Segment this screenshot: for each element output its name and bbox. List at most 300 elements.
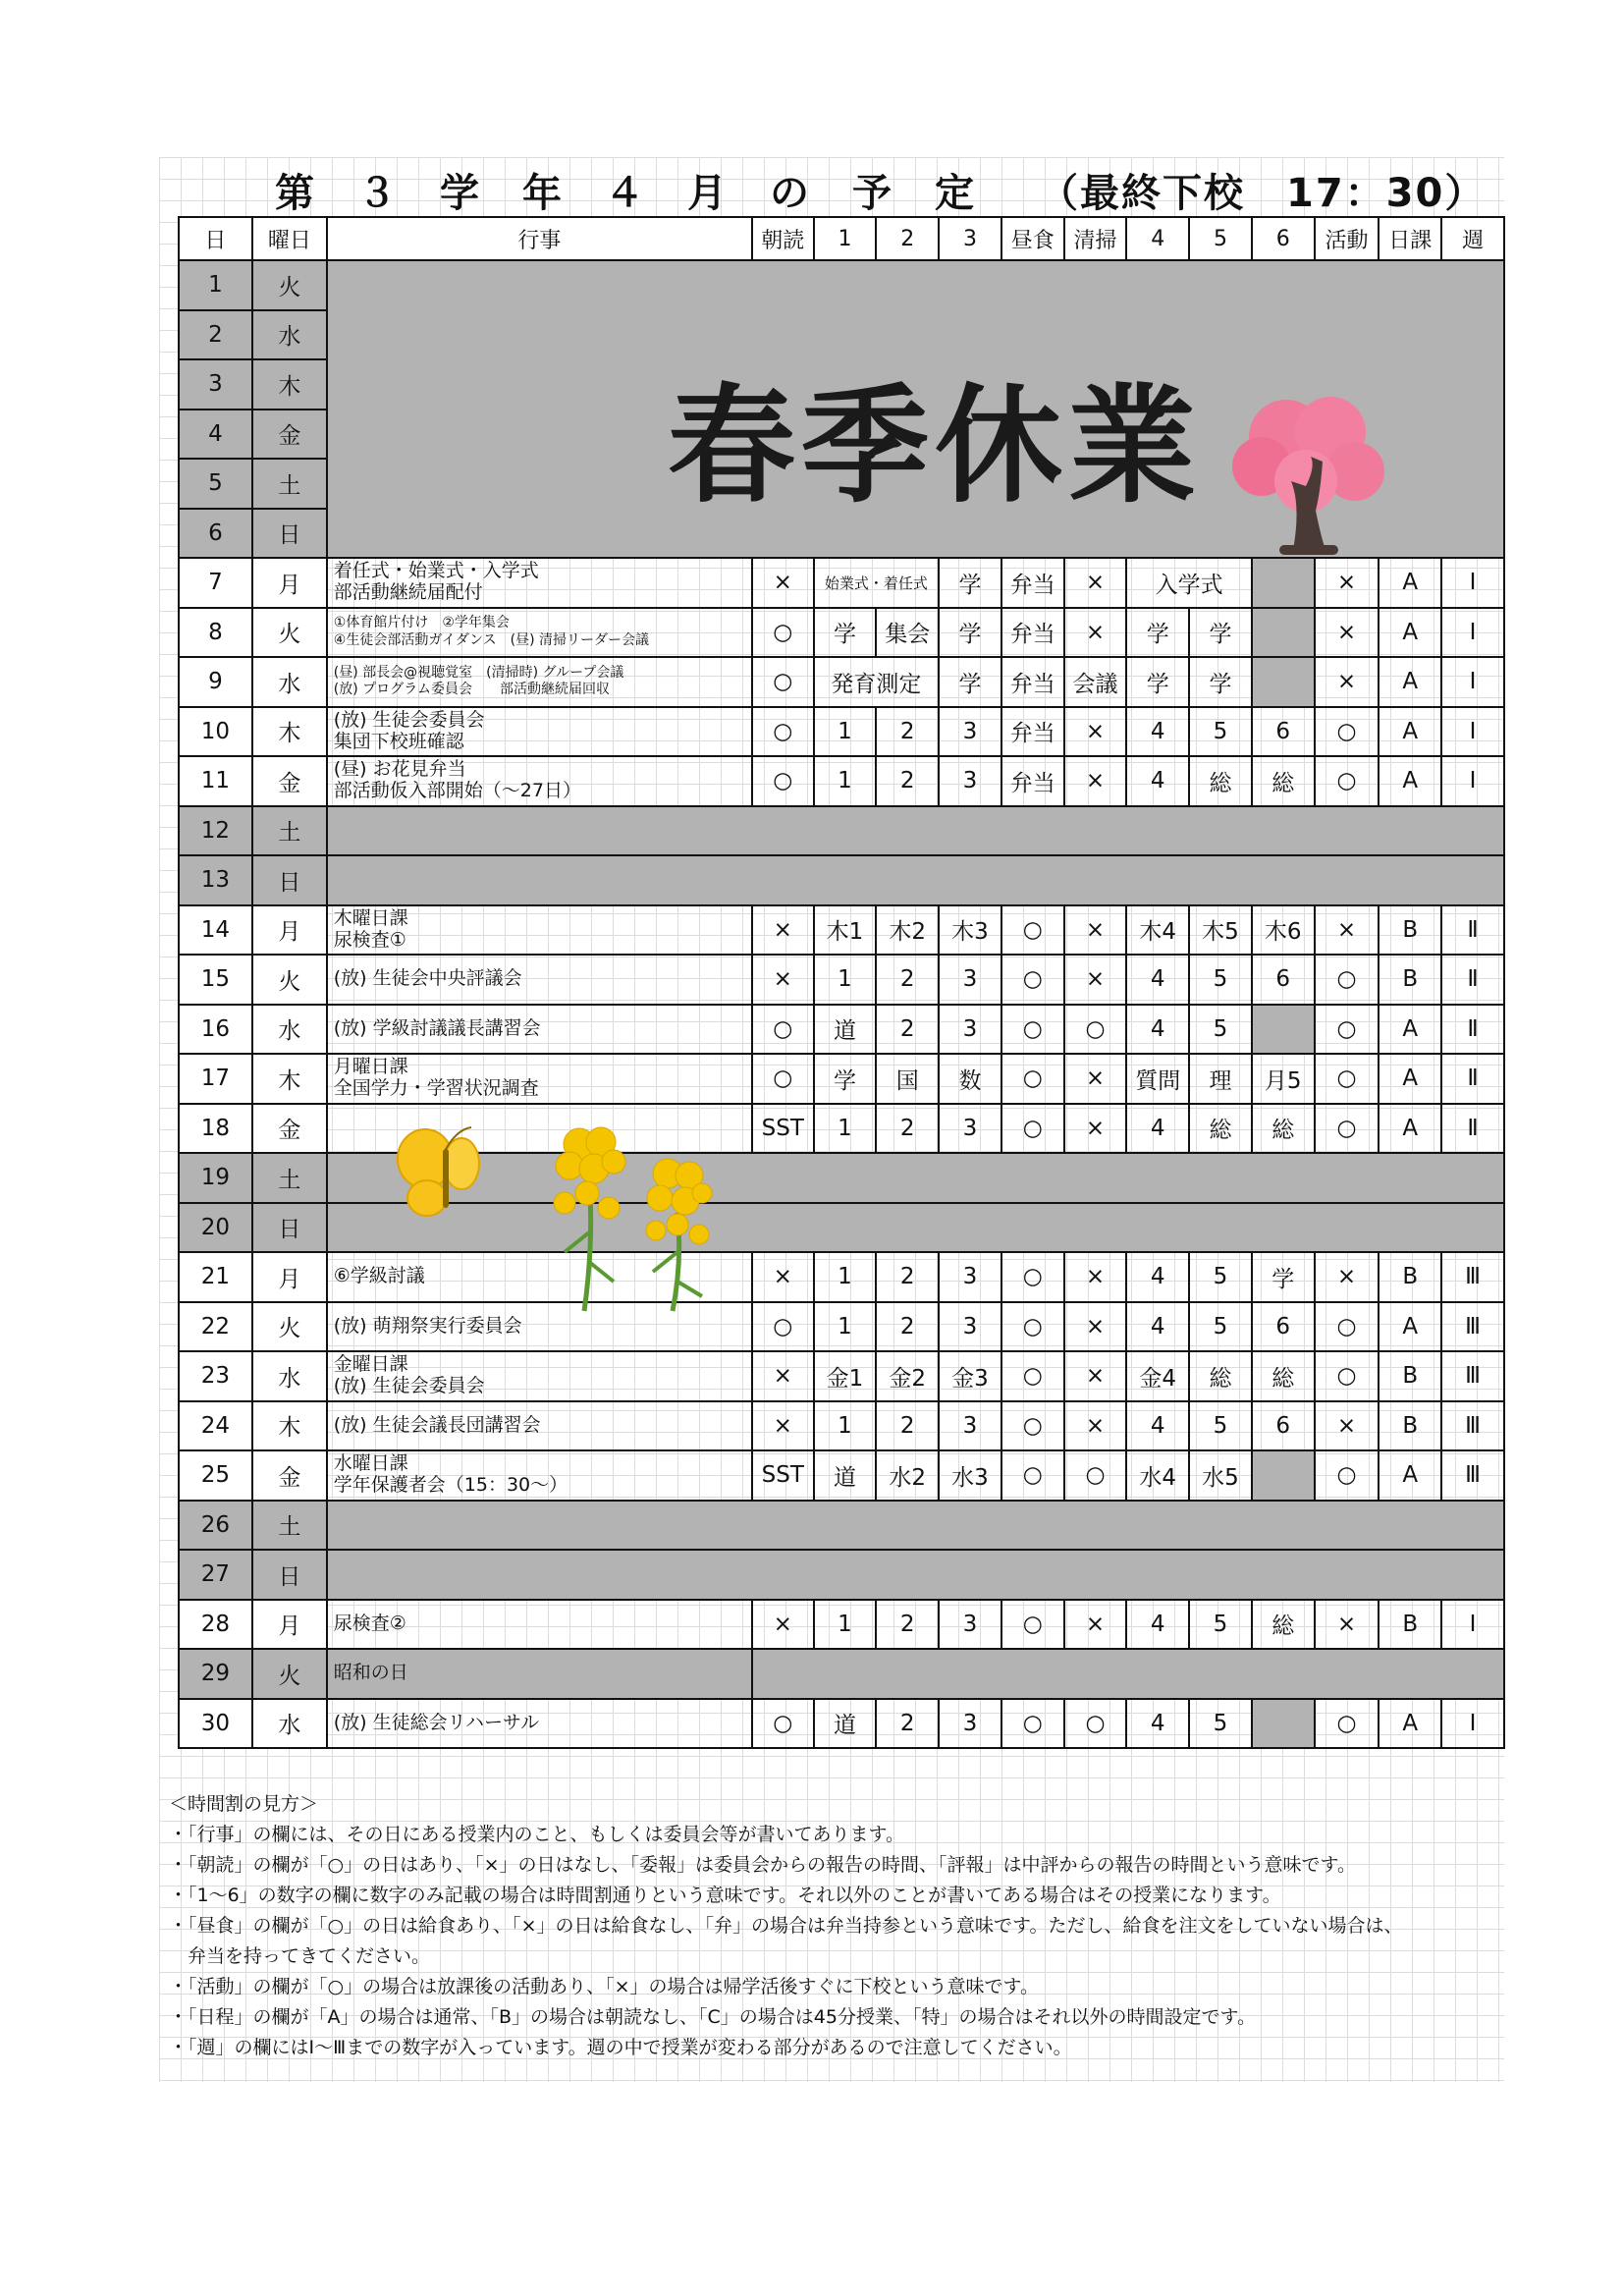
schedule-cell: 2 xyxy=(876,1104,939,1154)
note-line: ・「週」の欄にはⅠ～Ⅲまでの数字が入っています。週の中で授業が変わる部分があるので注意してください。 xyxy=(169,2037,1072,2058)
schedule-cell: ○ xyxy=(752,756,814,806)
schedule-cell: 弁当 xyxy=(1001,608,1064,658)
weekend-cell xyxy=(327,806,1504,856)
schedule-cell: Ⅲ xyxy=(1441,1302,1504,1352)
event-cell: (放) 生徒会議長団講習会 xyxy=(327,1401,752,1451)
schedule-cell: × xyxy=(752,1351,814,1401)
weekday: 火 xyxy=(252,260,327,310)
day-number: 7 xyxy=(179,558,252,608)
schedule-cell: 4 xyxy=(1126,1699,1189,1749)
schedule-cell: 4 xyxy=(1126,1600,1189,1650)
header-cell: 4 xyxy=(1126,217,1189,260)
header-cell: 曜日 xyxy=(252,217,327,260)
schedule-cell: 木3 xyxy=(939,905,1001,956)
weekday: 月 xyxy=(252,1252,327,1302)
schedule-cell: × xyxy=(752,955,814,1005)
schedule-cell: 月5 xyxy=(1252,1054,1315,1104)
schedule-cell: 水4 xyxy=(1126,1450,1189,1501)
table-row xyxy=(179,855,1504,905)
schedule-cell: × xyxy=(1064,558,1127,608)
butterfly-icon xyxy=(388,1120,496,1228)
schedule-cell: ○ xyxy=(1315,1351,1380,1401)
schedule-cell: Ⅱ xyxy=(1441,905,1504,956)
schedule-cell: ○ xyxy=(1001,955,1064,1005)
weekday: 日 xyxy=(252,1203,327,1253)
schedule-cell: 木6 xyxy=(1252,905,1315,956)
schedule-cell: ○ xyxy=(1315,1699,1380,1749)
day-number: 5 xyxy=(179,459,252,509)
weekday: 月 xyxy=(252,905,327,956)
schedule-cell: 木5 xyxy=(1189,905,1252,956)
schedule-cell: ○ xyxy=(1064,1450,1127,1501)
schedule-cell: 6 xyxy=(1252,955,1315,1005)
schedule-cell: B xyxy=(1379,1600,1441,1650)
weekday: 金 xyxy=(252,1104,327,1154)
schedule-cell: Ⅲ xyxy=(1441,1252,1504,1302)
schedule-cell: 1 xyxy=(814,707,877,757)
table-row xyxy=(179,1252,1504,1302)
table-row xyxy=(179,1104,1504,1154)
schedule-cell: 木2 xyxy=(876,905,939,956)
schedule-cell: 4 xyxy=(1126,1401,1189,1451)
schedule-cell: 3 xyxy=(939,1600,1001,1650)
event-cell: 昭和の日 xyxy=(327,1649,752,1699)
holiday-cell xyxy=(752,1649,1504,1699)
day-number: 23 xyxy=(179,1351,252,1401)
schedule-cell: ○ xyxy=(1315,1054,1380,1104)
table-row xyxy=(179,1450,1504,1501)
weekday: 月 xyxy=(252,558,327,608)
note-line: 弁当を持ってきてください。 xyxy=(169,1945,431,1967)
table-row xyxy=(179,608,1504,658)
schedule-cell: × xyxy=(1315,558,1380,608)
schedule-cell: ○ xyxy=(1315,756,1380,806)
schedule-cell: 6 xyxy=(1252,1401,1315,1451)
note-line: ・「日程」の欄が「A」の場合は通常、「B」の場合は朝読なし、「C」の場合は45分授業、「特」の場合はそれ以外の時間設定です。 xyxy=(169,2006,1256,2028)
schedule-cell: A xyxy=(1379,1005,1441,1055)
schedule-cell: ○ xyxy=(752,707,814,757)
day-number: 19 xyxy=(179,1153,252,1203)
schedule-cell: × xyxy=(1315,608,1380,658)
schedule-cell: 学 xyxy=(1252,1252,1315,1302)
event-cell: (放) 生徒会委員会 集団下校班確認 xyxy=(327,707,752,757)
weekday: 水 xyxy=(252,1351,327,1401)
schedule-cell: SST xyxy=(752,1450,814,1501)
schedule-cell: 学 xyxy=(939,657,1001,707)
schedule-cell: 5 xyxy=(1189,1600,1252,1650)
schedule-cell: 1 xyxy=(814,1104,877,1154)
schedule-cell: ○ xyxy=(1064,1005,1127,1055)
schedule-cell: 学 xyxy=(1126,608,1189,658)
header-cell: 1 xyxy=(814,217,877,260)
schedule-cell: 学 xyxy=(1126,657,1189,707)
header-cell: 3 xyxy=(939,217,1001,260)
event-cell: (放) 萌翔祭実行委員会 xyxy=(327,1302,752,1352)
header-cell: 2 xyxy=(876,217,939,260)
schedule-cell: × xyxy=(1315,905,1380,956)
schedule-cell: 5 xyxy=(1189,1005,1252,1055)
schedule-cell: 総 xyxy=(1252,1351,1315,1401)
day-number: 2 xyxy=(179,310,252,360)
table-row xyxy=(179,1401,1504,1451)
schedule-cell: 4 xyxy=(1126,1104,1189,1154)
schedule-cell: SST xyxy=(752,1104,814,1154)
day-number: 26 xyxy=(179,1501,252,1551)
schedule-cell: ○ xyxy=(1001,1401,1064,1451)
schedule-cell: 弁当 xyxy=(1001,756,1064,806)
day-number: 12 xyxy=(179,806,252,856)
table-row xyxy=(179,806,1504,856)
weekday: 土 xyxy=(252,1153,327,1203)
schedule-cell xyxy=(1252,1699,1315,1749)
schedule-cell: Ⅰ xyxy=(1441,707,1504,757)
weekday: 日 xyxy=(252,1550,327,1600)
table-row xyxy=(179,1600,1504,1650)
schedule-cell: 2 xyxy=(876,1600,939,1650)
schedule-cell: 始業式・着任式 xyxy=(814,558,940,608)
table-row xyxy=(179,1550,1504,1600)
event-cell: 月曜日課 全国学力・学習状況調査 xyxy=(327,1054,752,1104)
event-cell: (昼) お花見弁当 部活動仮入部開始（～27日） xyxy=(327,756,752,806)
schedule-cell: 道 xyxy=(814,1005,877,1055)
schedule-cell: × xyxy=(1064,1104,1127,1154)
schedule-cell: A xyxy=(1379,1054,1441,1104)
schedule-cell: 1 xyxy=(814,1600,877,1650)
weekday: 日 xyxy=(252,509,327,559)
schedule-cell: 3 xyxy=(939,1699,1001,1749)
day-number: 20 xyxy=(179,1203,252,1253)
schedule-cell: × xyxy=(752,1600,814,1650)
schedule-cell xyxy=(1252,657,1315,707)
weekday: 水 xyxy=(252,1005,327,1055)
event-cell: 木曜日課 尿検査① xyxy=(327,905,752,956)
schedule-cell: 弁当 xyxy=(1001,707,1064,757)
event-cell: (放) 生徒会中央評議会 xyxy=(327,955,752,1005)
schedule-cell: 数 xyxy=(939,1054,1001,1104)
schedule-cell: × xyxy=(1315,1600,1380,1650)
weekend-cell xyxy=(327,855,1504,905)
schedule-cell: 弁当 xyxy=(1001,657,1064,707)
schedule-cell: × xyxy=(1064,1401,1127,1451)
day-number: 30 xyxy=(179,1699,252,1749)
day-number: 14 xyxy=(179,905,252,956)
header-cell: 昼食 xyxy=(1001,217,1064,260)
schedule-cell: 総 xyxy=(1252,1104,1315,1154)
schedule-cell: 総 xyxy=(1252,1600,1315,1650)
schedule-cell: ○ xyxy=(1001,905,1064,956)
schedule-cell: ○ xyxy=(752,1699,814,1749)
weekday: 火 xyxy=(252,608,327,658)
day-number: 9 xyxy=(179,657,252,707)
schedule-cell: 5 xyxy=(1189,1252,1252,1302)
schedule-cell: × xyxy=(1315,1252,1380,1302)
notes-section xyxy=(169,1789,1524,2063)
weekday: 土 xyxy=(252,806,327,856)
day-number: 16 xyxy=(179,1005,252,1055)
schedule-cell: 1 xyxy=(814,1302,877,1352)
schedule-cell: 5 xyxy=(1189,1401,1252,1451)
schedule-cell: × xyxy=(1064,756,1127,806)
schedule-cell: ○ xyxy=(752,1302,814,1352)
schedule-cell: × xyxy=(1064,1054,1127,1104)
header-cell: 6 xyxy=(1252,217,1315,260)
schedule-cell: ○ xyxy=(1001,1450,1064,1501)
schedule-cell: 学 xyxy=(939,608,1001,658)
weekday: 金 xyxy=(252,1450,327,1501)
note-line: ・「行事」の欄には、その日にある授業内のこと、もしくは委員会等が書いてあります。 xyxy=(169,1824,904,1845)
schedule-cell: × xyxy=(1064,955,1127,1005)
day-number: 4 xyxy=(179,410,252,460)
day-number: 11 xyxy=(179,756,252,806)
schedule-cell: A xyxy=(1379,1450,1441,1501)
weekday: 火 xyxy=(252,1302,327,1352)
table-row xyxy=(179,1351,1504,1401)
schedule-cell: ○ xyxy=(1001,1699,1064,1749)
table-row xyxy=(179,558,1504,608)
schedule-cell: A xyxy=(1379,1699,1441,1749)
table-row xyxy=(179,1699,1504,1749)
table-row xyxy=(179,260,1504,310)
schedule-cell: 5 xyxy=(1189,1699,1252,1749)
schedule-cell: B xyxy=(1379,1401,1441,1451)
note-line: ・「1～6」の数字の欄に数字のみ記載の場合は時間割通りという意味です。それ以外のことが書いてある場合はその授業になります。 xyxy=(169,1885,1281,1906)
schedule-cell: × xyxy=(1064,1252,1127,1302)
schedule-cell: 3 xyxy=(939,1302,1001,1352)
schedule-cell: 金4 xyxy=(1126,1351,1189,1401)
schedule-cell: 国 xyxy=(876,1054,939,1104)
table-row xyxy=(179,1302,1504,1352)
note-line: ・「活動」の欄が「○」の場合は放課後の活動あり、「×」の場合は帰学活後すぐに下校という意味です。 xyxy=(169,1976,1039,1997)
schedule-cell: 学 xyxy=(814,608,877,658)
schedule-cell: × xyxy=(1315,657,1380,707)
schedule-cell: ○ xyxy=(1315,1450,1380,1501)
schedule-cell: A xyxy=(1379,657,1441,707)
schedule-cell: 金1 xyxy=(814,1351,877,1401)
schedule-cell: 2 xyxy=(876,707,939,757)
schedule-cell: 6 xyxy=(1252,707,1315,757)
header-cell: 行事 xyxy=(327,217,752,260)
schedule-cell: 金3 xyxy=(939,1351,1001,1401)
header-cell: 清掃 xyxy=(1064,217,1127,260)
schedule-cell: × xyxy=(1064,1351,1127,1401)
schedule-cell: 2 xyxy=(876,1252,939,1302)
day-number: 13 xyxy=(179,855,252,905)
schedule-cell xyxy=(1252,558,1315,608)
schedule-cell: × xyxy=(1064,1600,1127,1650)
schedule-cell: 2 xyxy=(876,1005,939,1055)
schedule-cell: A xyxy=(1379,608,1441,658)
schedule-cell: ○ xyxy=(1315,1302,1380,1352)
schedule-cell: 集会 xyxy=(876,608,939,658)
schedule-cell: A xyxy=(1379,756,1441,806)
schedule-cell: 1 xyxy=(814,756,877,806)
table-row xyxy=(179,1649,1504,1699)
schedule-cell: 水3 xyxy=(939,1450,1001,1501)
header-cell: 活動 xyxy=(1315,217,1380,260)
schedule-cell: ○ xyxy=(1064,1699,1127,1749)
header-cell: 朝読 xyxy=(752,217,814,260)
schedule-cell: ○ xyxy=(1315,1005,1380,1055)
schedule-cell: Ⅱ xyxy=(1441,955,1504,1005)
schedule-cell: B xyxy=(1379,1252,1441,1302)
schedule-cell: 3 xyxy=(939,1401,1001,1451)
event-cell: 着任式・始業式・入学式 部活動継続届配付 xyxy=(327,558,752,608)
schedule-cell: 入学式 xyxy=(1126,558,1252,608)
schedule-cell: Ⅱ xyxy=(1441,1005,1504,1055)
table-row xyxy=(179,657,1504,707)
schedule-cell: 学 xyxy=(814,1054,877,1104)
schedule-cell: × xyxy=(752,1401,814,1451)
schedule-cell: 総 xyxy=(1189,1104,1252,1154)
rapeseed-flower-icon xyxy=(540,1115,736,1316)
schedule-cell: ○ xyxy=(752,657,814,707)
day-number: 24 xyxy=(179,1401,252,1451)
event-cell: 水曜日課 学年保護者会（15：30～） xyxy=(327,1450,752,1501)
schedule-cell: Ⅱ xyxy=(1441,1104,1504,1154)
schedule-cell: ○ xyxy=(1315,707,1380,757)
schedule-cell: 2 xyxy=(876,955,939,1005)
schedule-cell: 4 xyxy=(1126,1302,1189,1352)
schedule-cell: B xyxy=(1379,1351,1441,1401)
header-row xyxy=(179,217,1504,260)
day-number: 1 xyxy=(179,260,252,310)
weekday: 木 xyxy=(252,1401,327,1451)
schedule-cell: 4 xyxy=(1126,756,1189,806)
event-cell: (昼) 部長会@視聴覚室 (清掃時) グループ会議 (放) プログラム委員会 部活動継続届回収 xyxy=(327,657,752,707)
schedule-cell: B xyxy=(1379,905,1441,956)
weekday: 金 xyxy=(252,756,327,806)
schedule-cell: 3 xyxy=(939,955,1001,1005)
schedule-cell: 総 xyxy=(1189,1351,1252,1401)
schedule-cell: 学 xyxy=(1189,657,1252,707)
schedule-cell: ○ xyxy=(752,1005,814,1055)
schedule-cell: 2 xyxy=(876,1699,939,1749)
schedule-cell: ○ xyxy=(1001,1600,1064,1650)
table-row xyxy=(179,1203,1504,1253)
schedule-cell: A xyxy=(1379,1302,1441,1352)
schedule-cell: × xyxy=(752,558,814,608)
schedule-cell: Ⅰ xyxy=(1441,1699,1504,1749)
schedule-cell: 3 xyxy=(939,756,1001,806)
schedule-cell: 4 xyxy=(1126,955,1189,1005)
schedule-cell: Ⅱ xyxy=(1441,1054,1504,1104)
notes-heading: ＜時間割の見方＞ xyxy=(169,1793,319,1815)
schedule-cell: 3 xyxy=(939,1005,1001,1055)
schedule-cell: 金2 xyxy=(876,1351,939,1401)
day-number: 22 xyxy=(179,1302,252,1352)
schedule-cell: B xyxy=(1379,955,1441,1005)
schedule-cell: 学 xyxy=(939,558,1001,608)
schedule-cell: 6 xyxy=(1252,1302,1315,1352)
schedule-cell xyxy=(1252,1450,1315,1501)
schedule-cell: × xyxy=(1064,707,1127,757)
weekday: 木 xyxy=(252,707,327,757)
header-cell: 週 xyxy=(1441,217,1504,260)
header-cell: 5 xyxy=(1189,217,1252,260)
weekday: 水 xyxy=(252,310,327,360)
page-title: 第 ３ 学 年 ４ 月 の 予 定 （最終下校 17：30） xyxy=(275,171,1487,216)
day-number: 17 xyxy=(179,1054,252,1104)
table-row xyxy=(179,1153,1504,1203)
day-number: 29 xyxy=(179,1649,252,1699)
weekend-cell xyxy=(327,1550,1504,1600)
weekday: 水 xyxy=(252,657,327,707)
event-cell: 尿検査② xyxy=(327,1600,752,1650)
weekday: 月 xyxy=(252,1600,327,1650)
schedule-cell: × xyxy=(752,1252,814,1302)
note-line: ・「朝読」の欄が「○」の日はあり、「×」の日はなし、「委報」は委員会からの報告の時間、「評報」は中評からの報告の時間という意味です。 xyxy=(169,1854,1356,1876)
schedule-cell: ○ xyxy=(1001,1005,1064,1055)
schedule-cell: 1 xyxy=(814,1401,877,1451)
schedule-cell: 3 xyxy=(939,1104,1001,1154)
schedule-cell: 4 xyxy=(1126,1005,1189,1055)
schedule-cell: 弁当 xyxy=(1001,558,1064,608)
schedule-cell: A xyxy=(1379,558,1441,608)
weekend-cell xyxy=(327,1203,1504,1253)
schedule-cell: ○ xyxy=(752,608,814,658)
schedule-cell: 3 xyxy=(939,1252,1001,1302)
schedule-cell: 水5 xyxy=(1189,1450,1252,1501)
schedule-cell: 5 xyxy=(1189,707,1252,757)
schedule-cell: 道 xyxy=(814,1699,877,1749)
schedule-cell: × xyxy=(752,905,814,956)
weekday: 木 xyxy=(252,1054,327,1104)
schedule-cell: × xyxy=(1064,608,1127,658)
day-number: 28 xyxy=(179,1600,252,1650)
schedule-cell: 発育測定 xyxy=(814,657,940,707)
schedule-cell: 4 xyxy=(1126,707,1189,757)
schedule-cell: ○ xyxy=(1001,1252,1064,1302)
schedule-cell: A xyxy=(1379,1104,1441,1154)
event-cell: ①体育館片付け ②学年集会 ④生徒会部活動ガイダンス (昼) 清掃リーダー会議 xyxy=(327,608,752,658)
weekend-cell xyxy=(327,1153,1504,1203)
day-number: 6 xyxy=(179,509,252,559)
schedule-cell: 水2 xyxy=(876,1450,939,1501)
table-row xyxy=(179,905,1504,956)
table-row xyxy=(179,955,1504,1005)
event-cell: 金曜日課 (放) 生徒会委員会 xyxy=(327,1351,752,1401)
schedule-cell: Ⅲ xyxy=(1441,1351,1504,1401)
schedule-cell: × xyxy=(1064,1302,1127,1352)
schedule-cell: 1 xyxy=(814,955,877,1005)
schedule-cell: 5 xyxy=(1189,1302,1252,1352)
weekday: 日 xyxy=(252,855,327,905)
schedule-cell: 2 xyxy=(876,1401,939,1451)
table-row xyxy=(179,1501,1504,1551)
schedule-cell: 2 xyxy=(876,756,939,806)
day-number: 10 xyxy=(179,707,252,757)
cherry-tree-icon xyxy=(1222,388,1389,565)
note-line: ・「昼食」の欄が「○」の日は給食あり、「×」の日は給食なし、「弁」の場合は弁当持参という意味です。ただし、給食を注文をしていない場合は、 xyxy=(169,1915,1403,1937)
schedule-cell: ○ xyxy=(1315,1104,1380,1154)
schedule-cell: 総 xyxy=(1189,756,1252,806)
day-number: 27 xyxy=(179,1550,252,1600)
schedule-cell: × xyxy=(1064,905,1127,956)
schedule-cell: Ⅰ xyxy=(1441,756,1504,806)
schedule-cell xyxy=(1252,1005,1315,1055)
schedule-cell: 1 xyxy=(814,1252,877,1302)
schedule-cell: Ⅲ xyxy=(1441,1401,1504,1451)
table-row xyxy=(179,756,1504,806)
weekday: 土 xyxy=(252,1501,327,1551)
event-cell: ⑥学級討議 xyxy=(327,1252,752,1302)
header-cell: 日 xyxy=(179,217,252,260)
schedule-cell: Ⅰ xyxy=(1441,558,1504,608)
weekday: 火 xyxy=(252,1649,327,1699)
weekday: 木 xyxy=(252,359,327,410)
weekday: 金 xyxy=(252,410,327,460)
schedule-cell: 3 xyxy=(939,707,1001,757)
